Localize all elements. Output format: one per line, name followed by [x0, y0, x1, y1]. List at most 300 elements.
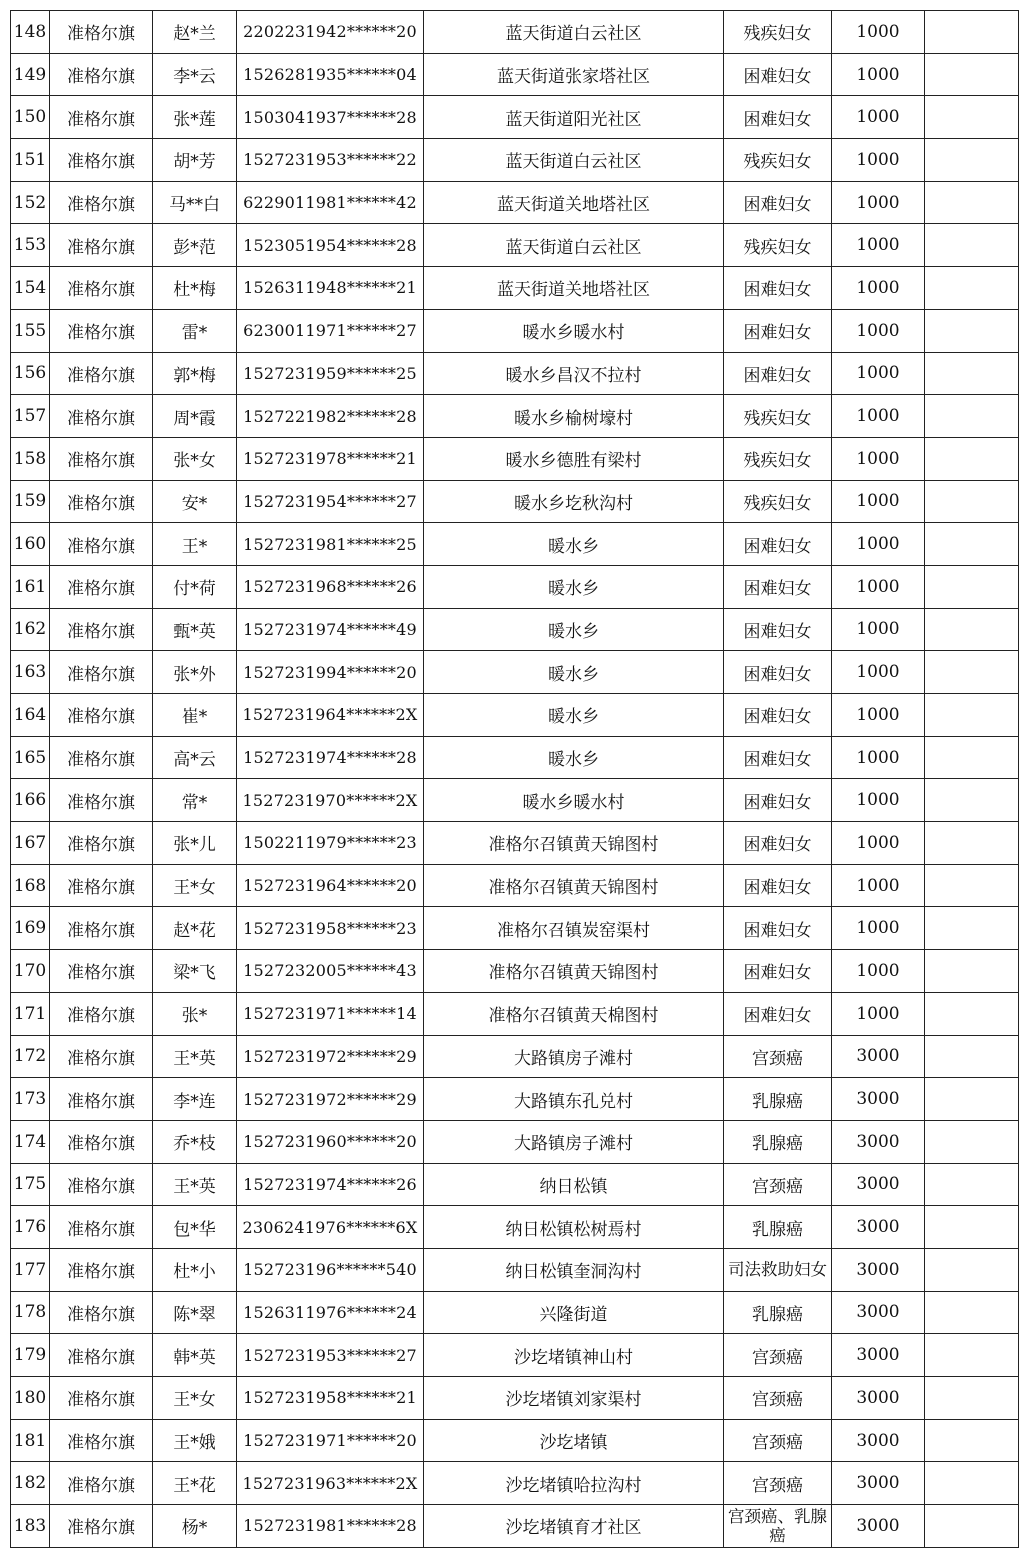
id-number-cell: 1527231958******23: [237, 907, 424, 950]
name-cell: 杜*小: [153, 1248, 237, 1291]
name-cell: 赵*花: [153, 907, 237, 950]
name-cell: 雷*: [153, 309, 237, 352]
id-number-cell: 1527231972******29: [237, 1035, 424, 1078]
id-number-cell: 1527231970******2X: [237, 779, 424, 822]
county-cell: 准格尔旗: [50, 1291, 153, 1334]
amount-cell: 1000: [832, 907, 925, 950]
amount-cell: 1000: [832, 864, 925, 907]
note-cell: [925, 96, 1019, 139]
amount-cell: 1000: [832, 950, 925, 993]
name-cell: 张*女: [153, 437, 237, 480]
address-cell: 暖水乡: [424, 608, 724, 651]
name-cell: 王*女: [153, 1377, 237, 1420]
category-cell: 困难妇女: [724, 779, 832, 822]
category-cell: 乳腺癌: [724, 1291, 832, 1334]
amount-cell: 3000: [832, 1035, 925, 1078]
row-number-cell: 182: [11, 1462, 50, 1505]
note-cell: [925, 1505, 1019, 1548]
category-cell: 困难妇女: [724, 267, 832, 310]
row-number-cell: 180: [11, 1377, 50, 1420]
row-number-cell: 172: [11, 1035, 50, 1078]
table-row: [11, 1505, 1019, 1548]
note-cell: [925, 224, 1019, 267]
amount-cell: 1000: [832, 779, 925, 822]
address-cell: 暖水乡圪秋沟村: [424, 480, 724, 523]
row-number-cell: 153: [11, 224, 50, 267]
county-cell: 准格尔旗: [50, 1206, 153, 1249]
id-number-cell: 1527232005******43: [237, 950, 424, 993]
note-cell: [925, 779, 1019, 822]
amount-cell: 1000: [832, 608, 925, 651]
row-number-cell: 173: [11, 1078, 50, 1121]
category-cell: 残疾妇女: [724, 437, 832, 480]
category-cell: 残疾妇女: [724, 480, 832, 523]
name-cell: 王*: [153, 523, 237, 566]
category-cell: 困难妇女: [724, 565, 832, 608]
county-cell: 准格尔旗: [50, 608, 153, 651]
category-cell: 困难妇女: [724, 992, 832, 1035]
address-cell: 纳日松镇奎洞沟村: [424, 1248, 724, 1291]
county-cell: 准格尔旗: [50, 822, 153, 865]
category-cell: 困难妇女: [724, 523, 832, 566]
table-row: [11, 1248, 1019, 1291]
county-cell: 准格尔旗: [50, 1078, 153, 1121]
table-body: [11, 11, 1019, 1548]
name-cell: 王*花: [153, 1462, 237, 1505]
row-number-cell: 166: [11, 779, 50, 822]
address-cell: 沙圪堵镇哈拉沟村: [424, 1462, 724, 1505]
name-cell: 甄*英: [153, 608, 237, 651]
category-cell: 宫颈癌: [724, 1419, 832, 1462]
category-cell: 困难妇女: [724, 608, 832, 651]
row-number-cell: 161: [11, 565, 50, 608]
address-cell: 准格尔召镇黄天锦图村: [424, 822, 724, 865]
amount-cell: 1000: [832, 139, 925, 182]
id-number-cell: 6229011981******42: [237, 181, 424, 224]
name-cell: 王*英: [153, 1035, 237, 1078]
row-number-cell: 151: [11, 139, 50, 182]
county-cell: 准格尔旗: [50, 1334, 153, 1377]
name-cell: 张*儿: [153, 822, 237, 865]
county-cell: 准格尔旗: [50, 1248, 153, 1291]
amount-cell: 3000: [832, 1291, 925, 1334]
note-cell: [925, 992, 1019, 1035]
address-cell: 纳日松镇: [424, 1163, 724, 1206]
id-number-cell: 1527231960******20: [237, 1120, 424, 1163]
amount-cell: 3000: [832, 1120, 925, 1163]
note-cell: [925, 1078, 1019, 1121]
address-cell: 暖水乡德胜有梁村: [424, 437, 724, 480]
id-number-cell: 1527231994******20: [237, 651, 424, 694]
address-cell: 蓝天街道关地塔社区: [424, 267, 724, 310]
id-number-cell: 2306241976******6X: [237, 1206, 424, 1249]
note-cell: [925, 651, 1019, 694]
address-cell: 暖水乡: [424, 694, 724, 737]
address-cell: 沙圪堵镇育才社区: [424, 1505, 724, 1548]
id-number-cell: 6230011971******27: [237, 309, 424, 352]
amount-cell: 1000: [832, 523, 925, 566]
county-cell: 准格尔旗: [50, 992, 153, 1035]
row-number-cell: 159: [11, 480, 50, 523]
note-cell: [925, 1206, 1019, 1249]
note-cell: [925, 395, 1019, 438]
row-number-cell: 149: [11, 53, 50, 96]
row-number-cell: 179: [11, 1334, 50, 1377]
amount-cell: 1000: [832, 53, 925, 96]
address-cell: 大路镇房子滩村: [424, 1035, 724, 1078]
name-cell: 周*霞: [153, 395, 237, 438]
name-cell: 彭*范: [153, 224, 237, 267]
id-number-cell: 1527231954******27: [237, 480, 424, 523]
table-row: [11, 1206, 1019, 1249]
name-cell: 张*外: [153, 651, 237, 694]
row-number-cell: 163: [11, 651, 50, 694]
address-cell: 大路镇东孔兑村: [424, 1078, 724, 1121]
name-cell: 胡*芳: [153, 139, 237, 182]
name-cell: 梁*飞: [153, 950, 237, 993]
county-cell: 准格尔旗: [50, 651, 153, 694]
category-cell: 困难妇女: [724, 694, 832, 737]
address-cell: 准格尔召镇黄天棉图村: [424, 992, 724, 1035]
category-cell: 困难妇女: [724, 736, 832, 779]
category-cell: 残疾妇女: [724, 11, 832, 54]
table-row: [11, 608, 1019, 651]
address-cell: 暖水乡昌汉不拉村: [424, 352, 724, 395]
county-cell: 准格尔旗: [50, 1163, 153, 1206]
amount-cell: 1000: [832, 565, 925, 608]
name-cell: 乔*枝: [153, 1120, 237, 1163]
amount-cell: 3000: [832, 1505, 925, 1548]
id-number-cell: 1527231959******25: [237, 352, 424, 395]
name-cell: 张*: [153, 992, 237, 1035]
amount-cell: 1000: [832, 992, 925, 1035]
id-number-cell: 1527231968******26: [237, 565, 424, 608]
id-number-cell: 1527231953******27: [237, 1334, 424, 1377]
amount-cell: 1000: [832, 309, 925, 352]
category-cell: 困难妇女: [724, 864, 832, 907]
county-cell: 准格尔旗: [50, 309, 153, 352]
row-number-cell: 154: [11, 267, 50, 310]
category-cell: 困难妇女: [724, 96, 832, 139]
id-number-cell: 152723196******540: [237, 1248, 424, 1291]
note-cell: [925, 181, 1019, 224]
note-cell: [925, 437, 1019, 480]
category-cell: 困难妇女: [724, 651, 832, 694]
amount-cell: 3000: [832, 1163, 925, 1206]
address-cell: 沙圪堵镇: [424, 1419, 724, 1462]
table-row: [11, 480, 1019, 523]
category-cell: 宫颈癌: [724, 1035, 832, 1078]
table-row: [11, 1078, 1019, 1121]
note-cell: [925, 608, 1019, 651]
county-cell: 准格尔旗: [50, 139, 153, 182]
table-row: [11, 779, 1019, 822]
id-number-cell: 1527231953******22: [237, 139, 424, 182]
address-cell: 兴隆街道: [424, 1291, 724, 1334]
row-number-cell: 152: [11, 181, 50, 224]
table-row: [11, 53, 1019, 96]
table-row: [11, 1377, 1019, 1420]
category-cell: 困难妇女: [724, 309, 832, 352]
name-cell: 郭*梅: [153, 352, 237, 395]
table-row: [11, 437, 1019, 480]
address-cell: 暖水乡: [424, 565, 724, 608]
row-number-cell: 157: [11, 395, 50, 438]
table-row: [11, 96, 1019, 139]
address-cell: 暖水乡: [424, 523, 724, 566]
amount-cell: 1000: [832, 822, 925, 865]
table-row: [11, 822, 1019, 865]
category-cell: 困难妇女: [724, 822, 832, 865]
note-cell: [925, 53, 1019, 96]
id-number-cell: 1527231958******21: [237, 1377, 424, 1420]
county-cell: 准格尔旗: [50, 1035, 153, 1078]
row-number-cell: 165: [11, 736, 50, 779]
id-number-cell: 1503041937******28: [237, 96, 424, 139]
row-number-cell: 170: [11, 950, 50, 993]
address-cell: 暖水乡: [424, 736, 724, 779]
county-cell: 准格尔旗: [50, 694, 153, 737]
id-number-cell: 1527231963******2X: [237, 1462, 424, 1505]
category-cell: 困难妇女: [724, 352, 832, 395]
note-cell: [925, 309, 1019, 352]
address-cell: 准格尔召镇黄天锦图村: [424, 950, 724, 993]
note-cell: [925, 523, 1019, 566]
address-cell: 蓝天街道白云社区: [424, 139, 724, 182]
row-number-cell: 167: [11, 822, 50, 865]
county-cell: 准格尔旗: [50, 565, 153, 608]
county-cell: 准格尔旗: [50, 395, 153, 438]
row-number-cell: 176: [11, 1206, 50, 1249]
table-row: [11, 1419, 1019, 1462]
table-row: [11, 907, 1019, 950]
table-row: [11, 1120, 1019, 1163]
name-cell: 杜*梅: [153, 267, 237, 310]
note-cell: [925, 736, 1019, 779]
category-cell: 司法救助妇女: [724, 1248, 832, 1291]
table-row: [11, 181, 1019, 224]
table-row: [11, 736, 1019, 779]
id-number-cell: 1526311948******21: [237, 267, 424, 310]
amount-cell: 1000: [832, 736, 925, 779]
address-cell: 纳日松镇松树焉村: [424, 1206, 724, 1249]
county-cell: 准格尔旗: [50, 1377, 153, 1420]
county-cell: 准格尔旗: [50, 523, 153, 566]
row-number-cell: 164: [11, 694, 50, 737]
amount-cell: 3000: [832, 1078, 925, 1121]
id-number-cell: 1527231981******28: [237, 1505, 424, 1548]
id-number-cell: 1526311976******24: [237, 1291, 424, 1334]
amount-cell: 3000: [832, 1462, 925, 1505]
row-number-cell: 168: [11, 864, 50, 907]
amount-cell: 1000: [832, 11, 925, 54]
id-number-cell: 1527231964******2X: [237, 694, 424, 737]
address-cell: 蓝天街道关地塔社区: [424, 181, 724, 224]
row-number-cell: 175: [11, 1163, 50, 1206]
row-number-cell: 177: [11, 1248, 50, 1291]
category-cell: 宫颈癌: [724, 1462, 832, 1505]
amount-cell: 1000: [832, 224, 925, 267]
address-cell: 大路镇房子滩村: [424, 1120, 724, 1163]
row-number-cell: 150: [11, 96, 50, 139]
id-number-cell: 1523051954******28: [237, 224, 424, 267]
table-row: [11, 694, 1019, 737]
amount-cell: 1000: [832, 96, 925, 139]
address-cell: 蓝天街道白云社区: [424, 224, 724, 267]
id-number-cell: 1527231971******14: [237, 992, 424, 1035]
category-cell: 残疾妇女: [724, 224, 832, 267]
note-cell: [925, 139, 1019, 182]
id-number-cell: 1527221982******28: [237, 395, 424, 438]
note-cell: [925, 950, 1019, 993]
name-cell: 李*云: [153, 53, 237, 96]
county-cell: 准格尔旗: [50, 96, 153, 139]
table-row: [11, 992, 1019, 1035]
beneficiary-table: [10, 10, 1019, 1548]
note-cell: [925, 267, 1019, 310]
row-number-cell: 148: [11, 11, 50, 54]
county-cell: 准格尔旗: [50, 907, 153, 950]
name-cell: 陈*翠: [153, 1291, 237, 1334]
id-number-cell: 1502211979******23: [237, 822, 424, 865]
amount-cell: 1000: [832, 651, 925, 694]
table-row: [11, 523, 1019, 566]
row-number-cell: 169: [11, 907, 50, 950]
id-number-cell: 1527231974******26: [237, 1163, 424, 1206]
category-cell: 乳腺癌: [724, 1120, 832, 1163]
address-cell: 蓝天街道白云社区: [424, 11, 724, 54]
note-cell: [925, 11, 1019, 54]
table-row: [11, 395, 1019, 438]
name-cell: 王*女: [153, 864, 237, 907]
table-row: [11, 352, 1019, 395]
amount-cell: 1000: [832, 181, 925, 224]
county-cell: 准格尔旗: [50, 352, 153, 395]
row-number-cell: 160: [11, 523, 50, 566]
note-cell: [925, 1462, 1019, 1505]
table-row: [11, 1291, 1019, 1334]
amount-cell: 3000: [832, 1248, 925, 1291]
name-cell: 高*云: [153, 736, 237, 779]
id-number-cell: 1527231971******20: [237, 1419, 424, 1462]
county-cell: 准格尔旗: [50, 1505, 153, 1548]
note-cell: [925, 1163, 1019, 1206]
name-cell: 安*: [153, 480, 237, 523]
amount-cell: 3000: [832, 1377, 925, 1420]
address-cell: 暖水乡暖水村: [424, 309, 724, 352]
category-cell: 乳腺癌: [724, 1078, 832, 1121]
category-cell: 宫颈癌、乳腺癌: [724, 1505, 832, 1548]
row-number-cell: 156: [11, 352, 50, 395]
county-cell: 准格尔旗: [50, 437, 153, 480]
category-cell: 困难妇女: [724, 907, 832, 950]
name-cell: 韩*英: [153, 1334, 237, 1377]
county-cell: 准格尔旗: [50, 950, 153, 993]
name-cell: 王*英: [153, 1163, 237, 1206]
id-number-cell: 1527231981******25: [237, 523, 424, 566]
table-row: [11, 224, 1019, 267]
county-cell: 准格尔旗: [50, 1419, 153, 1462]
table-row: [11, 11, 1019, 54]
id-number-cell: 1527231974******49: [237, 608, 424, 651]
note-cell: [925, 864, 1019, 907]
table-row: [11, 651, 1019, 694]
table-row: [11, 864, 1019, 907]
county-cell: 准格尔旗: [50, 53, 153, 96]
address-cell: 沙圪堵镇神山村: [424, 1334, 724, 1377]
address-cell: 沙圪堵镇刘家渠村: [424, 1377, 724, 1420]
row-number-cell: 181: [11, 1419, 50, 1462]
note-cell: [925, 907, 1019, 950]
note-cell: [925, 1419, 1019, 1462]
name-cell: 张*莲: [153, 96, 237, 139]
amount-cell: 1000: [832, 352, 925, 395]
county-cell: 准格尔旗: [50, 480, 153, 523]
table-row: [11, 1035, 1019, 1078]
note-cell: [925, 1291, 1019, 1334]
row-number-cell: 155: [11, 309, 50, 352]
county-cell: 准格尔旗: [50, 1462, 153, 1505]
note-cell: [925, 1035, 1019, 1078]
category-cell: 残疾妇女: [724, 139, 832, 182]
category-cell: 宫颈癌: [724, 1377, 832, 1420]
county-cell: 准格尔旗: [50, 1120, 153, 1163]
row-number-cell: 183: [11, 1505, 50, 1548]
table-row: [11, 1334, 1019, 1377]
id-number-cell: 1527231964******20: [237, 864, 424, 907]
address-cell: 暖水乡榆树壕村: [424, 395, 724, 438]
table-row: [11, 267, 1019, 310]
table-row: [11, 1462, 1019, 1505]
amount-cell: 3000: [832, 1206, 925, 1249]
county-cell: 准格尔旗: [50, 736, 153, 779]
name-cell: 李*连: [153, 1078, 237, 1121]
note-cell: [925, 1120, 1019, 1163]
category-cell: 残疾妇女: [724, 395, 832, 438]
id-number-cell: 1527231974******28: [237, 736, 424, 779]
county-cell: 准格尔旗: [50, 267, 153, 310]
row-number-cell: 158: [11, 437, 50, 480]
table-row: [11, 565, 1019, 608]
category-cell: 困难妇女: [724, 53, 832, 96]
note-cell: [925, 352, 1019, 395]
county-cell: 准格尔旗: [50, 779, 153, 822]
category-cell: 宫颈癌: [724, 1334, 832, 1377]
note-cell: [925, 1377, 1019, 1420]
row-number-cell: 174: [11, 1120, 50, 1163]
county-cell: 准格尔旗: [50, 181, 153, 224]
name-cell: 马**白: [153, 181, 237, 224]
note-cell: [925, 480, 1019, 523]
name-cell: 王*娥: [153, 1419, 237, 1462]
address-cell: 准格尔召镇黄天锦图村: [424, 864, 724, 907]
amount-cell: 1000: [832, 480, 925, 523]
category-cell: 乳腺癌: [724, 1206, 832, 1249]
name-cell: 包*华: [153, 1206, 237, 1249]
id-number-cell: 1527231972******29: [237, 1078, 424, 1121]
amount-cell: 1000: [832, 694, 925, 737]
row-number-cell: 162: [11, 608, 50, 651]
table-row: [11, 309, 1019, 352]
name-cell: 常*: [153, 779, 237, 822]
row-number-cell: 171: [11, 992, 50, 1035]
row-number-cell: 178: [11, 1291, 50, 1334]
amount-cell: 1000: [832, 267, 925, 310]
note-cell: [925, 565, 1019, 608]
amount-cell: 3000: [832, 1334, 925, 1377]
category-cell: 困难妇女: [724, 181, 832, 224]
note-cell: [925, 1248, 1019, 1291]
